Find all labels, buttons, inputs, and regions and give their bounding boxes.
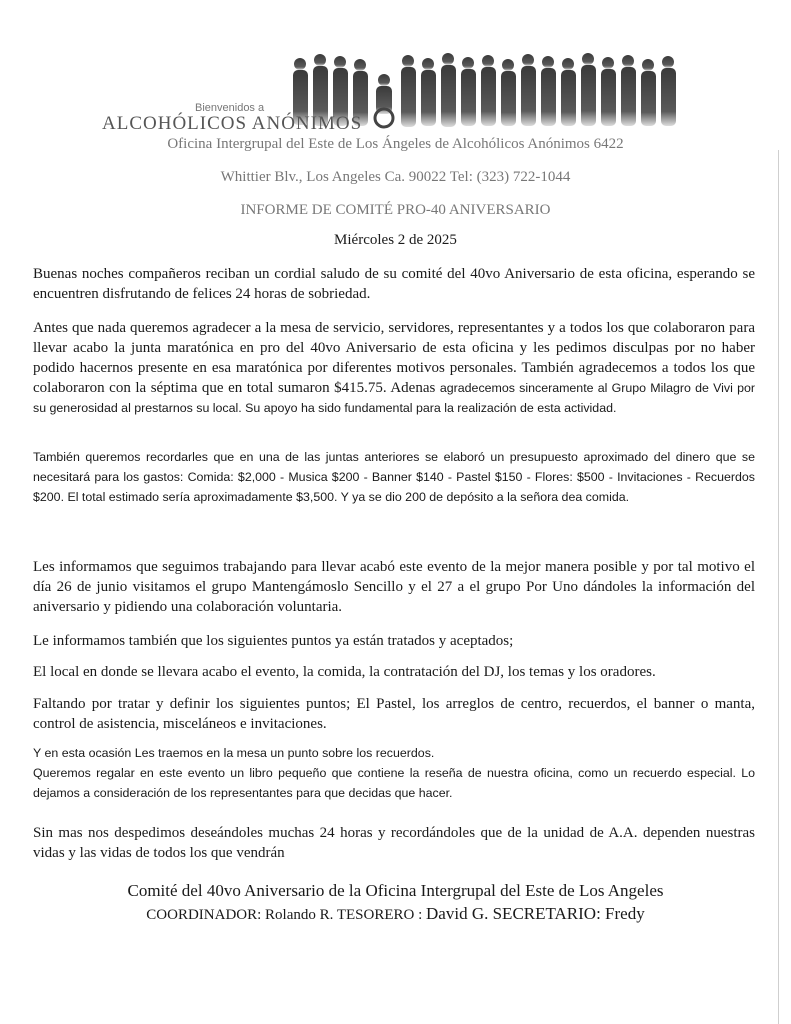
- office-line: Oficina Intergrupal del Este de Los Ángeles de Alcohólicos Anónimos 6422: [167, 136, 624, 152]
- paragraph-greeting: Buenas noches compañeros reciban un cordial saludo de su comité del 40vo Aniversario de esta oficina, esperando se encuentren disfrutando de felices 24 horas de sobriedad.: [33, 266, 755, 302]
- logo-welcome-text: Bienvenidos a: [195, 102, 265, 114]
- souvenirs-proposal: Queremos regalar en este evento un libro pequeño que contiene la reseña de nuestra oficina, como un recuerdo especial. Lo dejamos a consideración de los representantes para que decidas que hacer.: [33, 766, 755, 800]
- signature-committee: Comité del 40vo Aniversario de la Oficina Intergrupal del Este de Los Angeles: [127, 881, 664, 900]
- signature-officers-part2: David G. SECRETARIO: Fredy: [426, 904, 645, 923]
- paragraph-agreed-items: El local en donde se llevara acabo el evento, la comida, la contratación del DJ, los temas y los oradores.: [33, 664, 656, 680]
- paragraph-souvenirs: [33, 743, 755, 803]
- report-title: INFORME DE COMITÉ PRO-40 ANIVERSARIO: [240, 202, 551, 218]
- logo-banner: [50, 40, 690, 135]
- paragraph-visits: Les informamos que seguimos trabajando para llevar acabó este evento de la mejor manera posible y por tal motivo el día 26 de junio visitamos el grupo Mantengámoslo Sencillo y el 27 a el grupo Por Uno dándoles la información del aniversario y pidiendo una colaboración voluntaria.: [33, 559, 755, 615]
- souvenirs-intro: Y en esta ocasión Les traemos en la mesa un punto sobre los recuerdos.: [33, 746, 435, 760]
- paragraph-closing: Sin mas nos despedimos deseándoles muchas 24 horas y recordándoles que de la unidad de A.A. dependen nuestras vidas y las vidas de todos los que vendrán: [33, 825, 755, 861]
- paragraph-thanks-sans: agradecemos sinceramente al Grupo Milagro de Vivi por su generosidad al prestarnos su local. Su apoyo ha sido fundamental para la realización de esta actividad.: [33, 381, 756, 415]
- report-date: Miércoles 2 de 2025: [334, 232, 457, 248]
- signature-officers-part1: COORDINADOR: Rolando R. TESORERO :: [146, 907, 427, 923]
- logo-brand-text: ALCOHÓLICOS ANÓNIMOS: [102, 113, 363, 134]
- paragraph-pending-items: Faltando por tratar y definir los siguientes puntos; El Pastel, los arreglos de centro, recuerdos, el banner o manta, control de asistencia, misceláneos e invitaciones.: [33, 696, 755, 732]
- paragraph-agreed-intro: Le informamos también que los siguientes puntos ya están tratados y aceptados;: [33, 633, 514, 649]
- paragraph-thanks: [33, 318, 755, 418]
- signature-officers: [0, 904, 791, 924]
- address-line: Whittier Blv., Los Angeles Ca. 90022 Tel: (323) 722-1044: [220, 169, 571, 185]
- paragraph-budget: También queremos recordarles que en una de las juntas anteriores se elaboró un presupuesto aproximado del dinero que se necesitará para los gastos: Comida: $2,000 - Musica $200 - Banner $140 - Pastel $150 - Flores: $500 - Invitaciones - Recuerdos $200. El total estimado sería aproximadamente $3,500. Y ya se dio 200 de depósito a la señora dea comida.: [33, 450, 755, 504]
- paragraph-thanks-serif: Antes que nada queremos agradecer a la mesa de servicio, servidores, representantes y a todos los que colaboraron para llevar acabo la junta maratónica en pro del 40vo Aniversario de esta oficina y les pedimos disculpas por no haber podido hacernos presente en esa maratónica por diferentes motivos personales. También agradecemos a todos los que colaboraron con la séptima que en total sumaron $415.75. Adenas: [33, 320, 755, 396]
